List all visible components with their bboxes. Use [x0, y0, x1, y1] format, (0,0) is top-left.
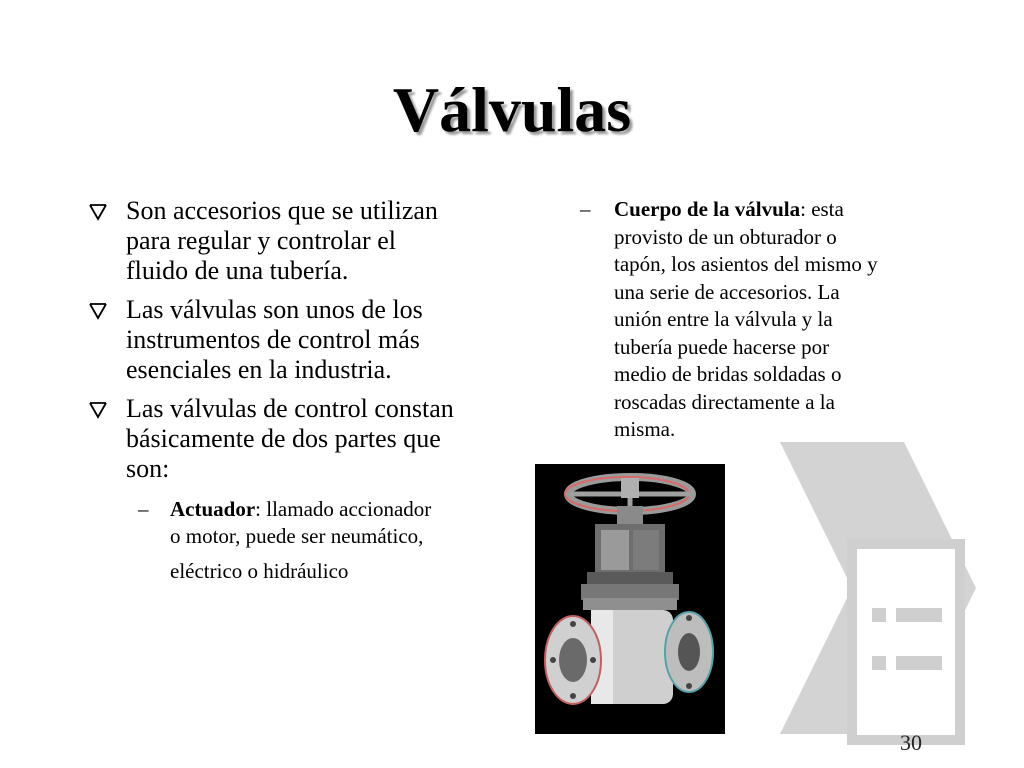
cuerpo-line: tapón, los asientos del mismo y	[614, 252, 878, 276]
dash-marker: –	[580, 197, 591, 221]
check-arrow-icon	[88, 397, 108, 421]
page-number: 30	[900, 730, 922, 755]
cuerpo-line: misma.	[614, 417, 676, 441]
actuador-line-2: o motor, puede ser neumático,	[170, 524, 424, 548]
bullet-line: fluido de una tubería.	[126, 256, 349, 285]
actuador-subitem	[88, 496, 508, 585]
bullet-line: Las válvulas de control constan	[126, 394, 454, 423]
actuador-term: Actuador	[170, 497, 256, 521]
cuerpo-line: tubería puede hacerse por	[614, 334, 830, 359]
right-column	[580, 196, 940, 444]
cuerpo-line: unión entre la válvula y la	[614, 307, 833, 331]
cuerpo-subitem	[580, 196, 940, 444]
cuerpo-line: provisto de un obturador o	[614, 224, 837, 249]
cuerpo-line: roscadas directamente a la	[614, 389, 835, 414]
actuador-text: : llamado accionador	[255, 497, 432, 521]
bullet-line: Las válvulas son unos de los	[126, 295, 423, 324]
check-arrow-icon	[88, 199, 108, 223]
bullet-line: para regular y controlar el	[126, 226, 396, 255]
document-list-icon	[776, 438, 976, 748]
gate-valve-image	[535, 464, 725, 734]
cuerpo-line: una serie de accesorios. La	[614, 279, 840, 304]
cuerpo-term: Cuerpo de la válvula	[614, 197, 801, 221]
bullet-item	[88, 394, 508, 484]
bullet-line: esenciales en la industria.	[126, 355, 392, 384]
check-arrow-icon	[88, 298, 108, 322]
left-column	[88, 196, 508, 585]
bullet-line: son:	[126, 454, 170, 483]
cuerpo-line: medio de bridas soldadas o	[614, 362, 842, 386]
cuerpo-line-1	[614, 196, 940, 224]
cuerpo-text: : esta	[800, 197, 844, 221]
dash-marker: –	[138, 497, 149, 521]
actuador-line-3: eléctrico o hidráulico	[170, 559, 349, 583]
bullet-item	[88, 295, 508, 385]
actuador-line-1	[170, 496, 508, 523]
bullet-line: instrumentos de control más	[126, 325, 420, 354]
bullet-line: básicamente de dos partes que	[126, 424, 441, 453]
slide-title: Válvulas	[392, 74, 632, 145]
bullet-item	[88, 196, 508, 286]
bullet-line: Son accesorios que se utilizan	[126, 196, 438, 225]
